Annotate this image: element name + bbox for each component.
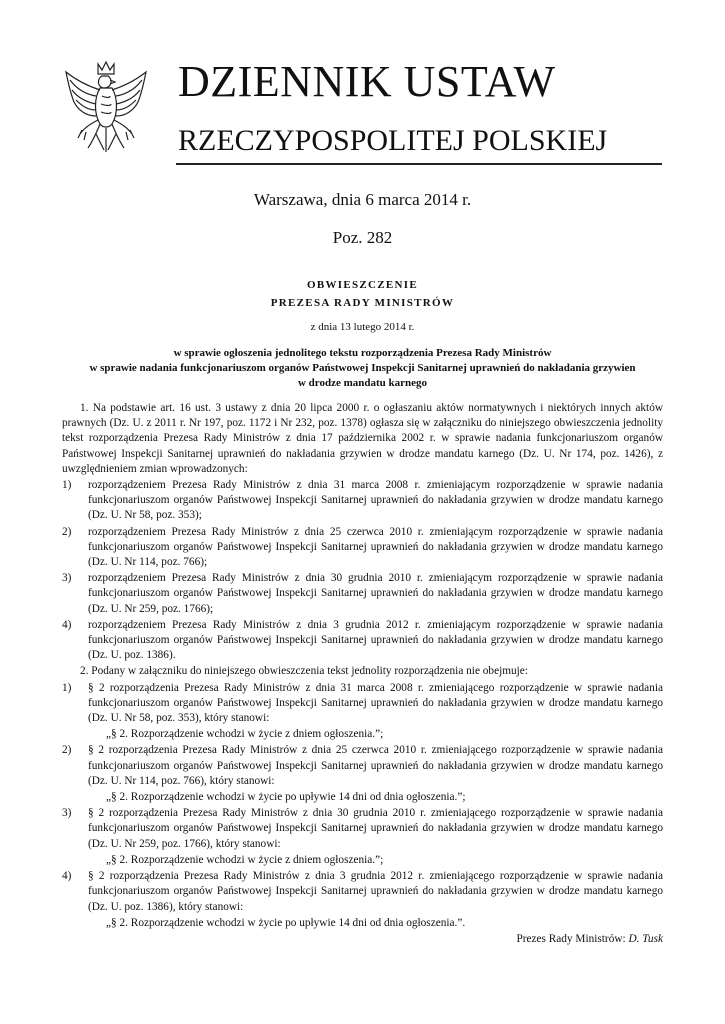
issue-date: Warszawa, dnia 6 marca 2014 r. [253,190,472,209]
list-item [62,743,663,789]
list-text: § 2 rozporządzenia Prezesa Rady Ministrów z dnia 25 czerwca 2010 r. zmieniającego rozporządzenie w sprawie nadania funkcjonariuszom organów Państwowej Inspekcji Sanitarnej uprawnień do nakładania grzywien w drodze mandatu karnego (Dz. U. Nr 114, poz. 766), który stanowi: [88,744,663,787]
position-number: Poz. 282 [332,228,393,247]
subject-line: w sprawie ogłoszenia jednolitego tekstu rozporządzenia Prezesa Rady Ministrów [173,347,552,359]
list-item [62,478,663,524]
list-number: 1) [62,479,72,492]
list-number: 2) [62,525,72,538]
list-item [62,525,663,571]
list-item [62,571,663,617]
quoted-provision: „§ 2. Rozporządzenie wchodzi w życie po upływie 14 dni od dnia ogłoszenia.”; [106,791,466,804]
list-item [62,618,663,664]
list-text: § 2 rozporządzenia Prezesa Rady Ministrów z dnia 30 grudnia 2010 r. zmieniającego rozporządzenie w sprawie nadania funkcjonariuszom organów Państwowej Inspekcji Sanitarnej uprawnień do nakładania grzywien w drodze mandatu karnego (Dz. U. Nr 259, poz. 1766), który stanowi: [88,807,663,850]
list-text: rozporządzeniem Prezesa Rady Ministrów z dnia 3 grudnia 2012 r. zmieniającym rozporządzenie w sprawie nadania funkcjonariuszom organów Państwowej Inspekcji Sanitarnej uprawnień do nakładania grzywien w drodze mandatu karnego (Dz. U. poz. 1386). [88,618,663,662]
eagle-emblem-icon [60,58,152,158]
list-number: 4) [62,618,72,631]
header-divider [176,163,662,165]
gazette-title: DZIENNIK USTAW [178,57,556,106]
quoted-provision: „§ 2. Rozporządzenie wchodzi w życie z dniem ogłoszenia.”; [106,728,384,741]
list-number: 3) [62,572,72,585]
list-text: rozporządzeniem Prezesa Rady Ministrów z dnia 30 grudnia 2010 r. zmieniającym rozporządzenie w sprawie nadania funkcjonariuszom organów Państwowej Inspekcji Sanitarnej uprawnień do nakładania grzywien w drodze mandatu karnego (Dz. U. Nr 259, poz. 1766); [88,572,663,615]
gazette-subtitle: RZECZYPOSPOLITEJ POLSKIEJ [178,124,608,157]
subject-line: w drodze mandatu karnego [297,377,428,389]
list-text: rozporządzeniem Prezesa Rady Ministrów z dnia 31 marca 2008 r. zmieniającym rozporządzenie w sprawie nadania funkcjonariuszom organów Państwowej Inspekcji Sanitarnej uprawnień do nakładania grzywien w drodze mandatu karnego (Dz. U. Nr 58, poz. 353); [88,479,663,522]
issuing-authority: PREZESA RADY MINISTRÓW [270,297,455,309]
list-text: § 2 rozporządzenia Prezesa Rady Ministrów z dnia 31 marca 2008 r. zmieniającego rozporządzenie w sprawie nadania funkcjonariuszom organów Państwowej Inspekcji Sanitarnej uprawnień do nakładania grzywien w drodze mandatu karnego (Dz. U. Nr 58, poz. 353), który stanowi: [88,681,663,725]
list-number: 1) [62,681,72,694]
list-number: 3) [62,807,72,820]
paragraph-2: 2. Podany w załączniku do niniejszego obwieszczenia tekst jednolity rozporządzenia nie obejmuje: [80,665,528,678]
signature-label: Prezes Rady Ministrów: [516,932,629,945]
signature [62,932,663,947]
list-number: 2) [62,744,72,757]
document-body [62,401,663,947]
document-date: z dnia 13 lutego 2014 r. [310,321,415,333]
subject-line: w sprawie nadania funkcjonariuszom organów Państwowej Inspekcji Sanitarnej uprawnień do nakładania grzywien [89,362,636,374]
list-item [62,806,663,852]
quoted-provision: „§ 2. Rozporządzenie wchodzi w życie po upływie 14 dni od dnia ogłoszenia.”. [106,916,466,929]
list-text: rozporządzeniem Prezesa Rady Ministrów z dnia 25 czerwca 2010 r. zmieniającym rozporządzenie w sprawie nadania funkcjonariuszom organów Państwowej Inspekcji Sanitarnej uprawnień do nakładania grzywien w drodze mandatu karnego (Dz. U. Nr 114, poz. 766); [88,525,663,569]
quoted-provision: „§ 2. Rozporządzenie wchodzi w życie z dniem ogłoszenia.”; [106,853,384,866]
list-item [62,869,663,915]
signature-name: D. Tusk [628,932,663,945]
document-subject [62,346,663,391]
document-type: OBWIESZCZENIE [306,279,419,291]
paragraph-1: 1. Na podstawie art. 16 ust. 3 ustawy z dnia 20 lipca 2000 r. o ogłaszaniu aktów normatywnych i niektórych innych aktów prawnych (Dz. U. z 2011 r. Nr 197, poz. 1172 i Nr 232, poz. 1378) ogłasza się w załączniku do niniejszego obwieszczenia jednolity tekst rozporządzenia Prezesa Rady Ministrów z dnia 17 października 2002 r. w sprawie nadania funkcjonariuszom organów Państwowej Inspekcji Sanitarnej uprawnień do nakładania grzywien w drodze mandatu karnego (Dz. U. Nr 174, poz. 1426), z uwzględnieniem zmian wprowadzonych: [62,402,663,475]
list-number: 4) [62,870,72,883]
list-text: § 2 rozporządzenia Prezesa Rady Ministrów z dnia 3 grudnia 2012 r. zmieniającego rozporządzenie w sprawie nadania funkcjonariuszom organów Państwowej Inspekcji Sanitarnej uprawnień do nakładania grzywien w drodze mandatu karnego (Dz. U. poz. 1386), który stanowi: [88,870,663,913]
list-item [62,681,663,727]
